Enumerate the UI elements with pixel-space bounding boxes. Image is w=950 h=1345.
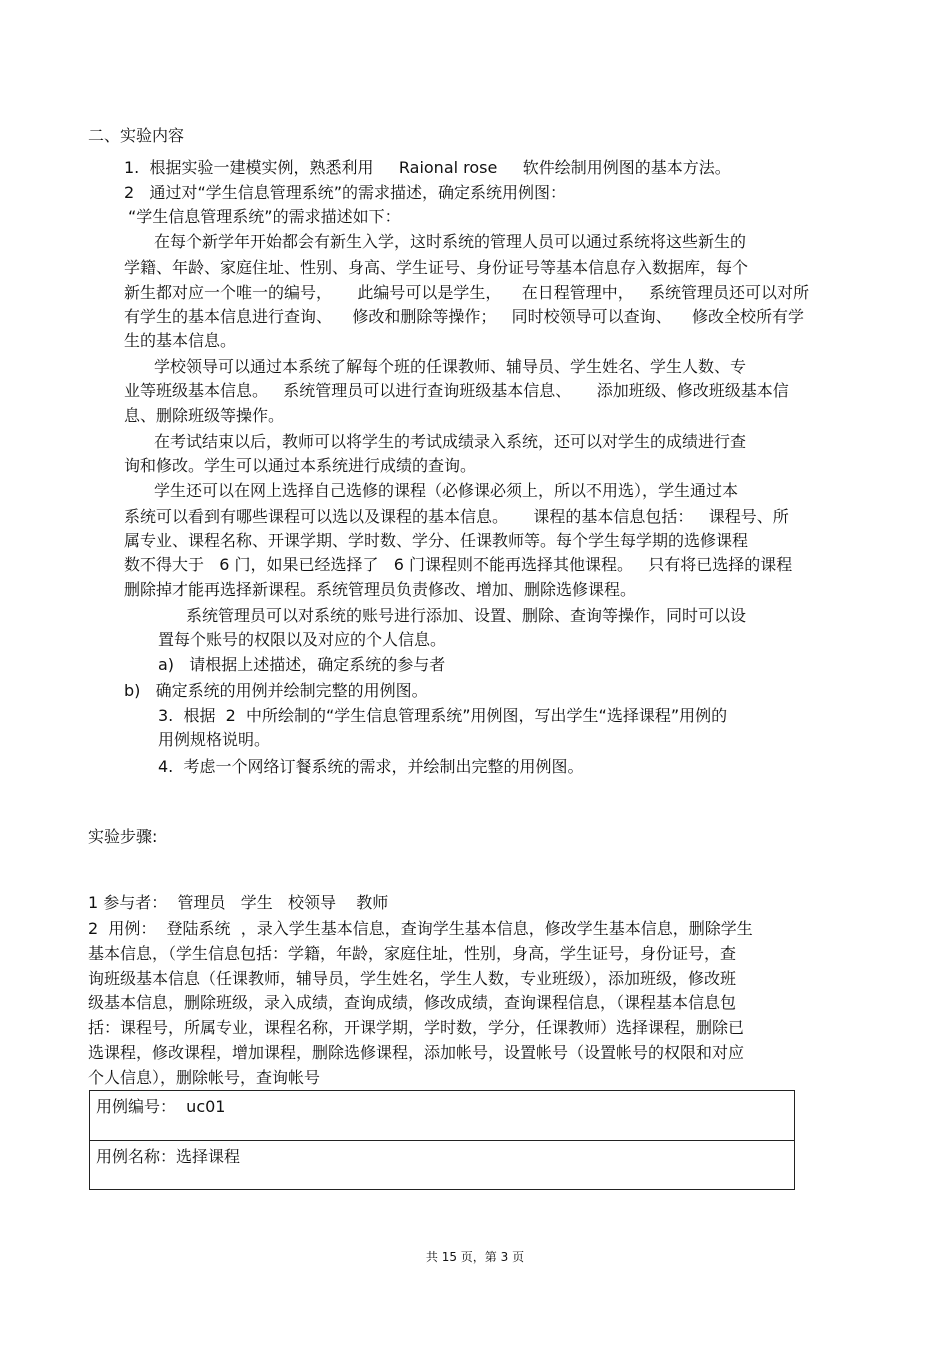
content-line: 学籍、年龄、家庭住址、性别、身高、学生证号、身份证号等基本信息存入数据库，每个 bbox=[124, 258, 749, 277]
step-line: 1 参与者： 管理员 学生 校领导 教师 bbox=[88, 893, 389, 912]
use-case-name: 用例名称：选择课程 bbox=[96, 1147, 241, 1166]
content-line: 4. 考虑一个网络订餐系统的需求，并绘制出完整的用例图。 bbox=[158, 757, 584, 776]
page-footer: 共 15 页，第 3 页 bbox=[425, 1250, 525, 1264]
content-line: b) 确定系统的用例并绘制完整的用例图。 bbox=[124, 681, 428, 700]
content-line: 2 通过对“学生信息管理系统”的需求描述，确定系统用例图： bbox=[124, 183, 567, 202]
step-line: 括：课程号，所属专业，课程名称，开课学期，学时数，学分，任课教师）选择课程，删除已 bbox=[88, 1018, 745, 1037]
use-case-id: 用例编号： uc01 bbox=[96, 1097, 226, 1116]
use-case-table bbox=[89, 1090, 795, 1190]
step-line: 个人信息），删除帐号，查询帐号 bbox=[88, 1068, 321, 1087]
content-line: 1. 根据实验一建模实例，熟悉利用 Raional rose 软件绘制用例图的基本方法。 bbox=[124, 158, 731, 177]
content-line: 息、删除班级等操作。 bbox=[124, 406, 285, 425]
section-title: 二、实验内容 bbox=[88, 126, 185, 145]
content-line: 系统可以看到有哪些课程可以选以及课程的基本信息。 课程的基本信息包括： 课程号、所 bbox=[124, 507, 789, 526]
step-line: 基本信息，（学生信息包括：学籍，年龄，家庭住址，性别，身高，学生证号，身份证号，查 bbox=[88, 944, 737, 963]
content-line: 属专业、课程名称、开课学期、学时数、学分、任课教师等。每个学生每学期的选修课程 bbox=[124, 531, 749, 550]
content-line: 数不得大于 6 门，如果已经选择了 6 门课程则不能再选择其他课程。 只有将已选择的课程 bbox=[124, 555, 793, 574]
content-line: 在考试结束以后，教师可以将学生的考试成绩录入系统，还可以对学生的成绩进行查 bbox=[154, 432, 747, 451]
content-line: 用例规格说明。 bbox=[158, 730, 271, 749]
content-line: 置每个账号的权限以及对应的个人信息。 bbox=[158, 630, 447, 649]
content-line: 3. 根据 2 中所绘制的“学生信息管理系统”用例图，写出学生“选择课程”用例的 bbox=[158, 706, 728, 725]
step-line: 2 用例： 登陆系统 ，录入学生基本信息，查询学生基本信息，修改学生基本信息，删除学生 bbox=[88, 919, 753, 938]
content-line: 有学生的基本信息进行查询、 修改和删除等操作； 同时校领导可以查询、 修改全校所有学 bbox=[124, 307, 804, 326]
content-line: 学校领导可以通过本系统了解每个班的任课教师、辅导员、学生姓名、学生人数、专 bbox=[154, 357, 747, 376]
content-line: a) 请根据上述描述，确定系统的参与者 bbox=[158, 655, 446, 674]
step-line: 选课程，修改课程，增加课程，删除选修课程，添加帐号，设置帐号（设置帐号的权限和对应 bbox=[88, 1043, 745, 1062]
content-line: 业等班级基本信息。 系统管理员可以进行查询班级基本信息、 添加班级、修改班级基本信 bbox=[124, 381, 789, 400]
content-line: 询和修改。学生可以通过本系统进行成绩的查询。 bbox=[124, 456, 477, 475]
step-line: 询班级基本信息（任课教师，辅导员，学生姓名，学生人数，专业班级），添加班级，修改班 bbox=[88, 969, 737, 988]
content-line: 新生都对应一个唯一的编号， 此编号可以是学生， 在日程管理中， 系统管理员还可以对所 bbox=[124, 283, 810, 302]
steps-title: 实验步骤: bbox=[88, 827, 158, 846]
table-row-divider bbox=[90, 1140, 794, 1141]
step-line: 级基本信息，删除班级，录入成绩，查询成绩，修改成绩，查询课程信息，（课程基本信息包 bbox=[88, 993, 737, 1012]
content-line: 学生还可以在网上选择自己选修的课程（必修课必须上，所以不用选），学生通过本 bbox=[154, 481, 739, 500]
content-line: 生的基本信息。 bbox=[124, 331, 237, 350]
content-line: 在每个新学年开始都会有新生入学，这时系统的管理人员可以通过系统将这些新生的 bbox=[154, 232, 747, 251]
content-line: 系统管理员可以对系统的账号进行添加、设置、删除、查询等操作，同时可以设 bbox=[186, 606, 747, 625]
content-line: 删除掉才能再选择新课程。系统管理员负责修改、增加、删除选修课程。 bbox=[124, 580, 637, 599]
content-line: “学生信息管理系统”的需求描述如下： bbox=[128, 207, 401, 226]
